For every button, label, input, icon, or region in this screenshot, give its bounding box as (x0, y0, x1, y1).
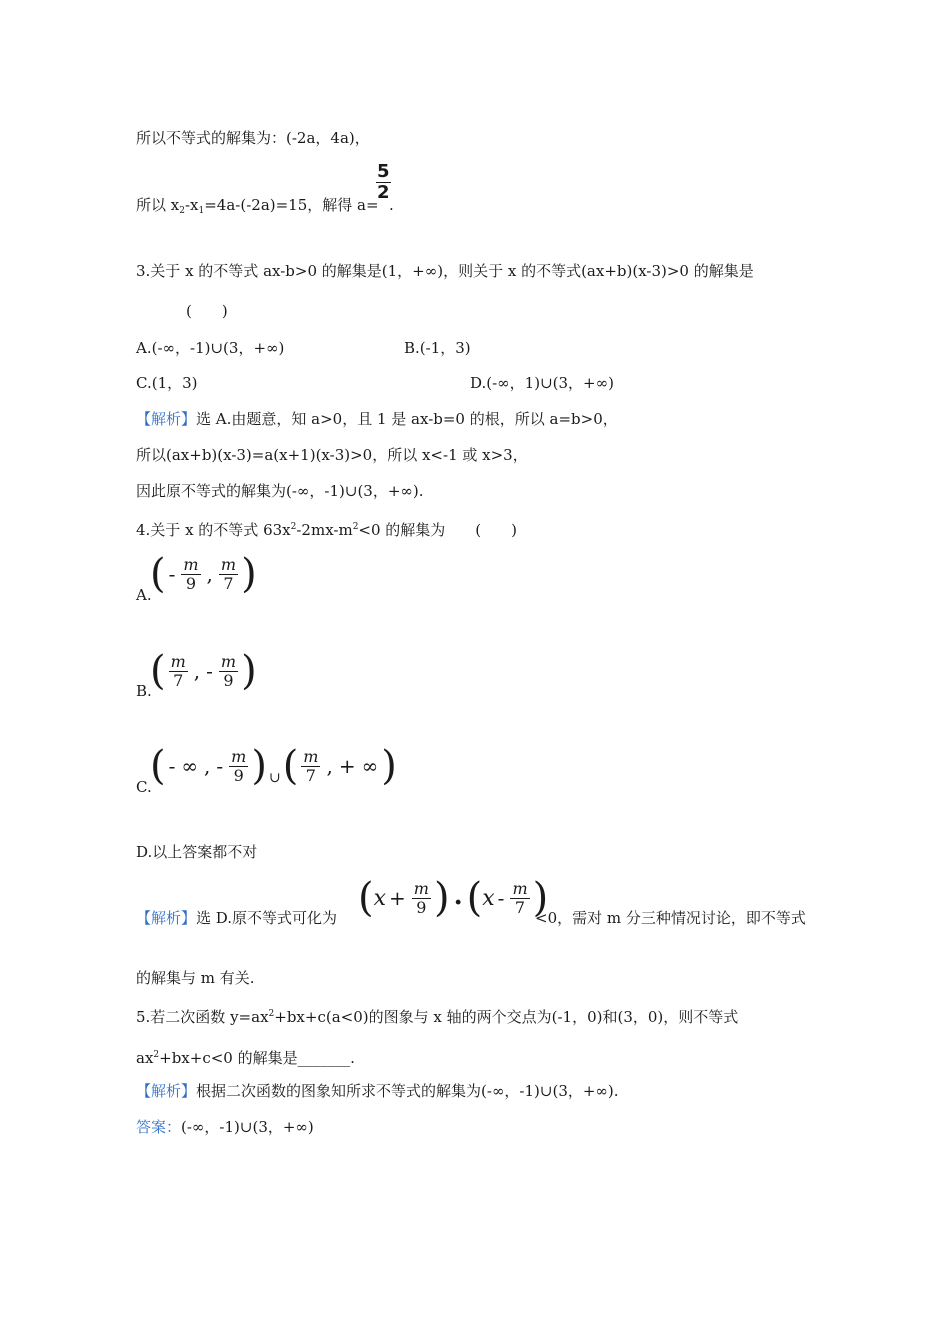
answer-label: 答案： (136, 1118, 182, 1136)
period: . (389, 196, 394, 214)
q3-analysis-2: 所以(ax+b)(x-3)=a(x+1)(x-3)>0，所以 x<-1 或 x>3， (136, 446, 528, 464)
q3-option-a: A.(-∞，-1)∪(3，+∞) (136, 339, 285, 357)
q4-option-a-expr: ( - $\frac{m}{9}$ , $\frac{m}{7}$ ) (150, 551, 257, 597)
q4-option-b-label: B. (136, 682, 152, 700)
q4-analysis-expr: ( x + $\frac{m}{9}$ ) · ( x - $\frac{m}{7}$ ) (358, 875, 549, 921)
solution-line-1: 所以不等式的解集为：(-2a，4a)， (136, 129, 370, 147)
fraction-5-over-2: 5 2 (377, 161, 390, 203)
q3-analysis-3: 因此原不等式的解集为(-∞，-1)∪(3，+∞). (136, 482, 424, 500)
q3-option-d: D.(-∞，1)∪(3，+∞) (470, 374, 614, 392)
q3-option-b: B.(-1，3) (404, 339, 471, 357)
q4-analysis-1: 【解析】选 D.原不等式可化为 (136, 909, 338, 927)
q4-stem: 4.关于 x 的不等式 $63x^2-2mx-m^2<0$ 的解集为 ( ) (136, 521, 518, 539)
analysis-tag: 【解析】 (136, 410, 197, 428)
q3-analysis-1: 【解析】选 A.由题意，知 a>0，且 1 是 ax-b=0 的根，所以 a=b>0， (136, 410, 618, 428)
q4-option-b-expr: ( $\frac{m}{7}$ , - $\frac{m}{9}$ ) (150, 648, 257, 694)
solution-line-2: 所以 $x_2-x_1=4a-(-2a)=15$，解得 a= (136, 196, 379, 216)
q4-analysis-2: 的解集与 m 有关. (136, 969, 255, 987)
q4-option-d: D.以上答案都不对 (136, 843, 258, 861)
q4-analysis-tail: <0，需对 m 分三种情况讨论，即不等式 (535, 909, 806, 927)
q5-analysis: 【解析】根据二次函数的图象知所求不等式的解集为(-∞，-1)∪(3，+∞). (136, 1082, 619, 1100)
analysis-tag: 【解析】 (136, 909, 197, 927)
q4-option-c-expr: ( - ∞ , - $\frac{m}{9}$ ) ∪ ( $\frac{m}{7}$ , + ∞ ) (150, 743, 397, 789)
q3-stem: 3.关于 x 的不等式 ax-b>0 的解集是(1，+∞)，则关于 x 的不等式(ax+b)(x-3)>0 的解集是 (136, 262, 754, 280)
q4-option-a-label: A. (136, 586, 152, 604)
q5-stem-2: $ax^2+bx+c<0$ 的解集是_______. (136, 1049, 355, 1067)
q5-stem-1: 5.若二次函数 $y=ax^2+bx+c(a<0)$的图象与 x 轴的两个交点为(-1，0)和(3，0)，则不等式 (136, 1008, 739, 1026)
q3-option-c: C.(1，3) (136, 374, 198, 392)
analysis-tag: 【解析】 (136, 1082, 197, 1100)
q3-answer-paren: ( ) (186, 302, 228, 320)
q5-answer: 答案：(-∞，-1)∪(3，+∞) (136, 1118, 314, 1136)
q4-option-c-label: C. (136, 778, 152, 796)
